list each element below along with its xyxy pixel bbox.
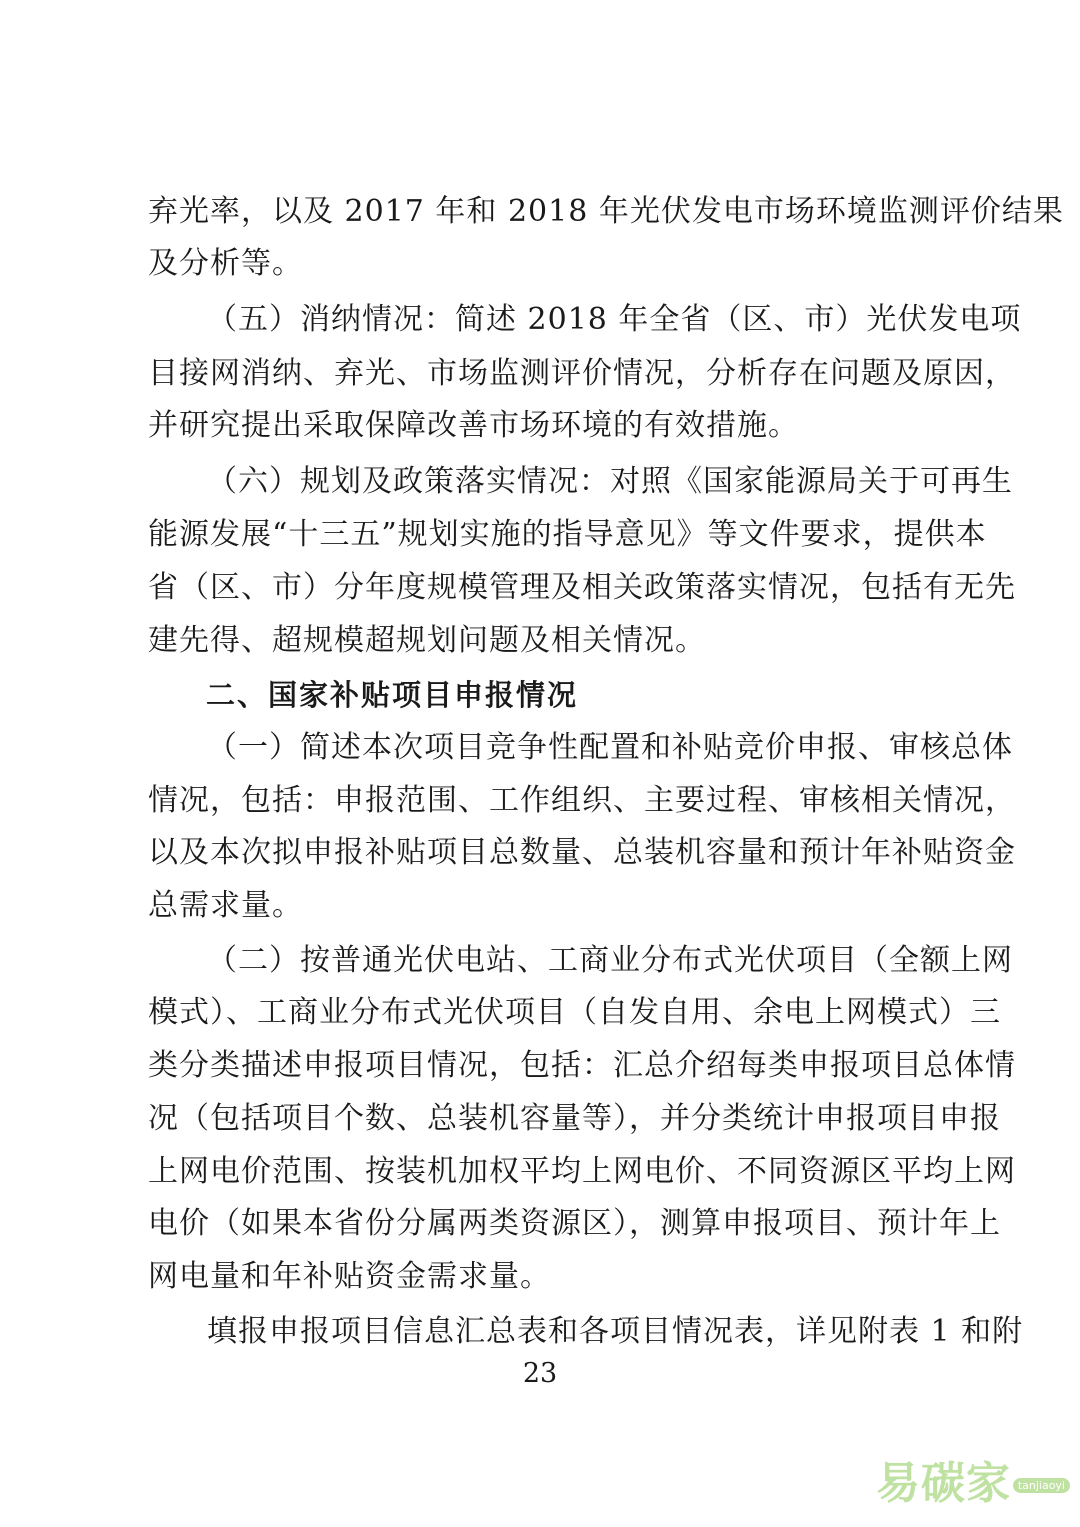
text-line: 网电量和年补贴资金需求量。 [148,1259,551,1294]
text-line: 及分析等。 [148,246,303,281]
paragraph-fill-start: 填报申报项目信息汇总表和各项目情况表，详见附表 1 和附 [207,1314,1024,1349]
text-line: 弃光率，以及 2017 年和 2018 年光伏发电市场环境监测评价结果 [148,194,1064,229]
paragraph-one-start: （一）简述本次项目竞争性配置和补贴竞价申报、审核总体 [207,730,1013,765]
page-number: 23 [522,1358,558,1389]
text-line: 上网电价范围、按装机加权平均上网电价、不同资源区平均上网 [148,1154,1016,1189]
text-line: 况（包括项目个数、总装机容量等），并分类统计申报项目申报 [148,1101,1001,1136]
paragraph-two-start: （二）按普通光伏电站、工商业分布式光伏项目（全额上网 [207,943,1013,978]
text-line: 能源发展“十三五”规划实施的指导意见》等文件要求，提供本 [148,517,987,552]
text-line: 并研究提出采取保障改善市场环境的有效措施。 [148,408,799,443]
watermark-logo [876,1452,1076,1524]
watermark-text: 易碳家 [876,1458,1011,1509]
section-heading: 二、国家补贴项目申报情况 [206,678,579,712]
text-line: 省（区、市）分年度规模管理及相关政策落实情况，包括有无先 [148,570,1016,605]
text-line: 模式）、工商业分布式光伏项目（自发自用、余电上网模式）三 [148,995,1001,1030]
text-line: 建先得、超规模超规划问题及相关情况。 [148,623,706,658]
text-line: 电价（如果本省份分属两类资源区），测算申报项目、预计年上 [148,1206,1001,1241]
text-line: 总需求量。 [148,888,303,923]
watermark-domain: tanjiaoyi [1013,1478,1070,1493]
text-line: 以及本次拟申报补贴项目总数量、总装机容量和预计年补贴资金 [148,835,1016,870]
text-line: 类分类描述申报项目情况，包括：汇总介绍每类申报项目总体情 [148,1048,1016,1083]
text-line: 情况，包括：申报范围、工作组织、主要过程、审核相关情况， [148,783,1016,818]
paragraph-five-start: （五）消纳情况：简述 2018 年全省（区、市）光伏发电项 [207,302,1022,337]
paragraph-six-start: （六）规划及政策落实情况：对照《国家能源局关于可再生 [207,464,1013,499]
text-line: 目接网消纳、弃光、市场监测评价情况，分析存在问题及原因， [148,356,1016,391]
